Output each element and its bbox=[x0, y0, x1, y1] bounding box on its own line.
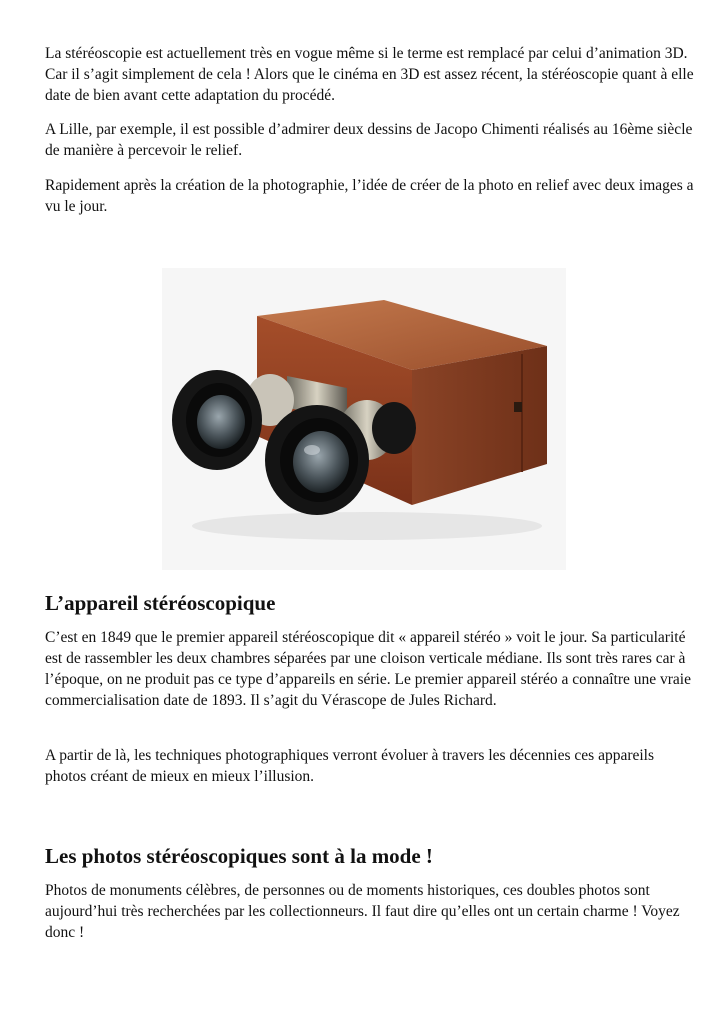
intro-paragraph-2: A Lille, par exemple, il est possible d’admirer deux dessins de Jacopo Chimenti réalisés au 16ème siècle de manière à percevoir le relief. bbox=[45, 121, 693, 159]
stereoscope-illustration bbox=[162, 268, 566, 570]
intro-paragraph-1: La stéréoscopie est actuellement très en vogue même si le terme est remplacé par celui d’animation 3D. Car il s’agit simplement de cela ! Alors que le cinéma en 3D est assez récent, la stéréoscopie quant à elle date de bien avant cette adaptation du procédé. bbox=[45, 45, 694, 104]
section-heading-stereo-camera: L’appareil stéréoscopique bbox=[45, 591, 276, 615]
section1-paragraph-1: C’est en 1849 que le premier appareil stéréoscopique dit « appareil stéréo » voit le jour. Sa particularité est de rassembler les deux chambres séparées par une cloison verticale médiane. Ils sont très rares car à l’époque, on ne produit pas ce type d’appareils en série. Le premier appareil stéréo a connaître une vraie commercialisation date de 1893. Il s’agit du Vérascope de Jules Richard. bbox=[45, 629, 691, 709]
section1-paragraph-2: A partir de là, les techniques photographiques verront évoluer à travers les décennies ces appareils photos créant de mieux en mieux l’illusion. bbox=[45, 747, 655, 785]
section2-paragraph-1: Photos de monuments célèbres, de personnes ou de moments historiques, ces doubles photos sont aujourd’hui très recherchées par les collectionneurs. Il faut dire qu’elles ont un certain charme ! Voyez donc ! bbox=[45, 882, 680, 941]
section-heading-stereo-photos: Les photos stéréoscopiques sont à la mode ! bbox=[45, 844, 433, 868]
intro-paragraph-3: Rapidement après la création de la photographie, l’idée de créer de la photo en relief avec deux images a vu le jour. bbox=[45, 177, 694, 215]
stereoscope-photo bbox=[162, 268, 566, 570]
